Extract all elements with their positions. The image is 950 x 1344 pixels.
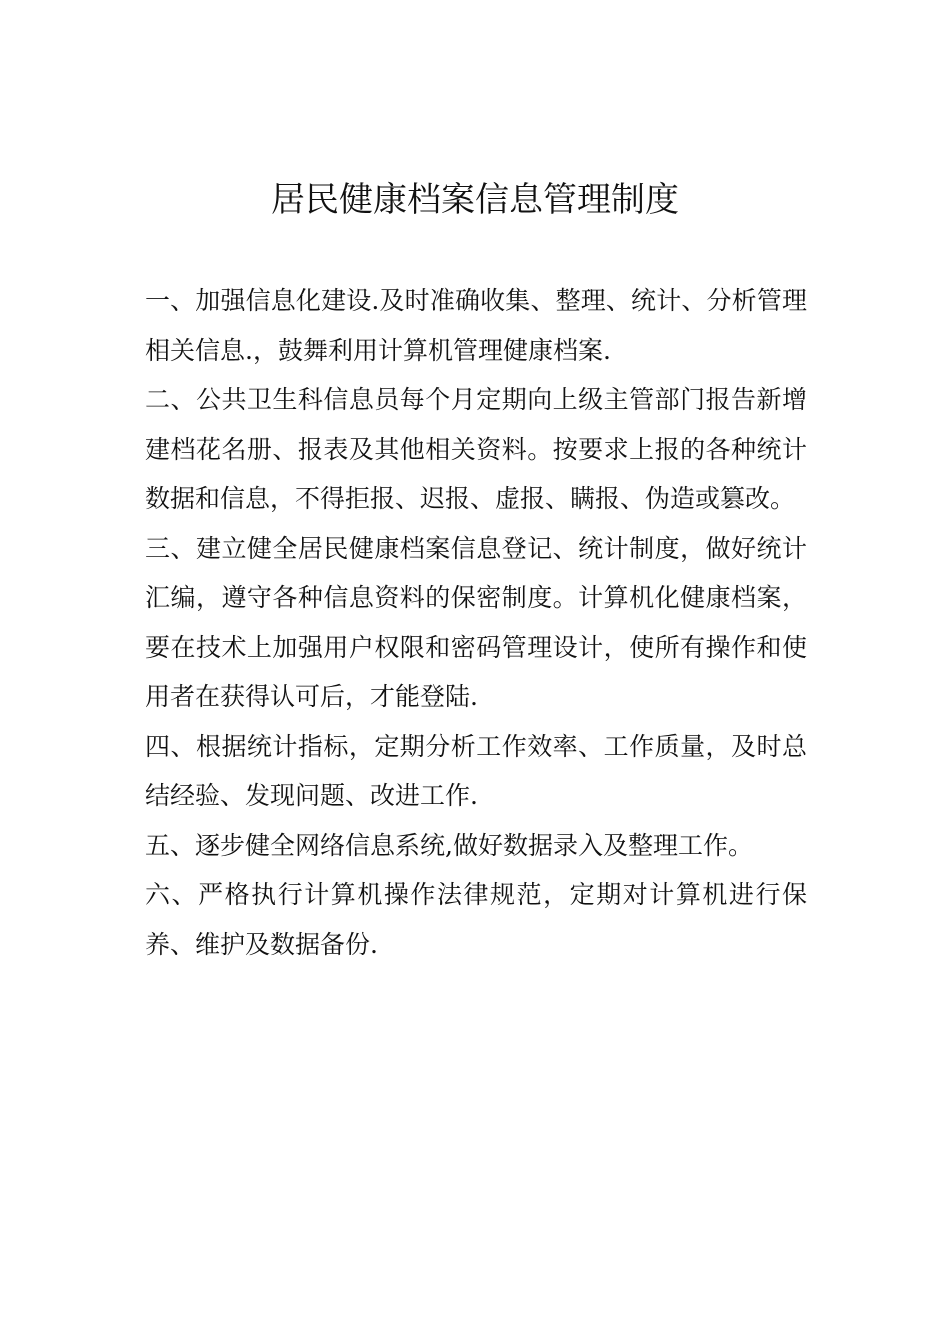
document-body <box>145 276 807 969</box>
document-title: 居民健康档案信息管理制度 <box>271 180 679 220</box>
paragraph-4: 四、根据统计指标，定期分析工作效率、工作质量，及时总结经验、发现问题、改进工作. <box>145 731 807 810</box>
paragraph-6: 六、严格执行计算机操作法律规范，定期对计算机进行保养、维护及数据备份. <box>145 880 807 959</box>
paragraph-3: 三、建立健全居民健康档案信息登记、统计制度，做好统计汇编，遵守各种信息资料的保密制度。计算机化健康档案，要在技术上加强用户权限和密码管理设计，使所有操作和使用者在获得认可后，才能登陆. <box>145 533 807 711</box>
paragraph-2: 二、公共卫生科信息员每个月定期向上级主管部门报告新增建档花名册、报表及其他相关资料。按要求上报的各种统计数据和信息，不得拒报、迟报、虚报、瞒报、伪造或篡改。 <box>145 385 807 513</box>
paragraph-5: 五、逐步健全网络信息系统,做好数据录入及整理工作。 <box>145 830 753 860</box>
paragraph-1: 一、加强信息化建设.及时准确收集、整理、统计、分析管理相关信息.，鼓舞利用计算机管理健康档案. <box>145 286 807 365</box>
